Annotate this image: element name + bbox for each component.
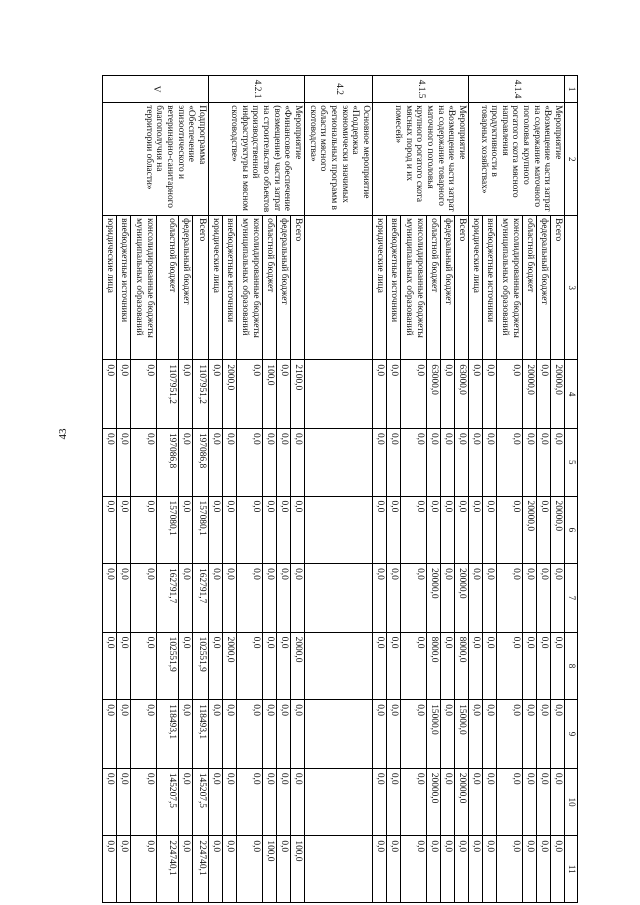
value-cell: 0,0 [117,360,131,429]
value-cell: 145207,5 [157,768,179,836]
source-cell: юридические лица [469,216,483,360]
value-cell: 8000,0 [455,632,469,700]
value-cell: 20000,0 [427,564,441,633]
source-cell: Всего [455,216,469,360]
value-cell: 0,0 [387,836,401,903]
table-row [551,76,565,903]
value-cell: 0,0 [441,564,455,633]
value-cell: 20000,0 [427,768,441,836]
value-cell: 0,0 [223,428,237,496]
value-cell: 0,0 [103,700,117,769]
value-cell: 0,0 [537,768,551,836]
value-cell: 1107951,2 [157,360,179,429]
source-cell: федеральный бюджет [537,216,551,360]
value-cell: 0,0 [441,428,455,496]
source-cell: консолидированные бюджеты муниципальных образований [497,216,523,360]
row-name: Мероприятие «Возмещение части затрат на содержание товарного маточного поголовья крупного рогатого скота мясных пород и их помесей» [373,103,469,216]
empty-cell [305,496,373,564]
header-cell: 1 [565,76,578,103]
value-cell: 0,0 [441,836,455,903]
value-cell: 0,0 [117,632,131,700]
row-name: Мероприятие «Возмещение части затрат на содержание маточного поголовья крупного рогатого скота мясного направления продуктивности в товарных хозяйствах» [469,103,565,216]
value-cell: 0,0 [497,496,523,564]
value-cell: 0,0 [469,360,483,429]
value-cell: 224740,1 [193,836,209,903]
value-cell: 0,0 [179,700,193,769]
source-cell: областной бюджет [157,216,179,360]
page-number: 43 [57,428,69,440]
value-cell: 0,0 [441,700,455,769]
value-cell: 0,0 [117,564,131,633]
value-cell: 15000,0 [455,700,469,769]
value-cell: 0,0 [237,360,263,429]
value-cell: 0,0 [537,428,551,496]
source-cell: юридические лица [373,216,387,360]
value-cell: 0,0 [441,496,455,564]
value-cell: 0,0 [237,768,263,836]
value-cell: 0,0 [401,700,427,769]
value-cell: 0,0 [103,496,117,564]
value-cell: 2100,0 [291,360,305,429]
value-cell: 0,0 [209,768,223,836]
rotated-table-container [68,75,578,903]
value-cell: 0,0 [387,700,401,769]
source-cell: федеральный бюджет [277,216,291,360]
header-cell: 3 [565,216,578,360]
value-cell: 224740,1 [157,836,179,903]
source-cell: юридические лица [103,216,117,360]
value-cell: 0,0 [401,632,427,700]
value-cell: 0,0 [441,768,455,836]
row-code: 4.2.1 [209,76,305,103]
value-cell: 0,0 [131,632,157,700]
value-cell: 0,0 [537,632,551,700]
value-cell: 157080,1 [157,496,179,564]
value-cell: 0,0 [277,564,291,633]
value-cell: 0,0 [469,496,483,564]
value-cell: 0,0 [373,564,387,633]
value-cell: 0,0 [441,632,455,700]
value-cell: 0,0 [237,428,263,496]
value-cell: 0,0 [455,428,469,496]
value-cell: 0,0 [537,496,551,564]
value-cell: 0,0 [469,632,483,700]
value-cell: 0,0 [263,700,277,769]
value-cell: 0,0 [237,564,263,633]
value-cell: 0,0 [497,768,523,836]
value-cell: 0,0 [277,632,291,700]
value-cell: 0,0 [237,700,263,769]
value-cell: 20000,0 [551,360,565,429]
source-cell: федеральный бюджет [441,216,455,360]
value-cell: 0,0 [373,496,387,564]
value-cell: 0,0 [427,836,441,903]
value-cell: 118493,1 [157,700,179,769]
source-cell: внебюджетные источники [387,216,401,360]
value-cell: 0,0 [209,632,223,700]
value-cell: 0,0 [427,428,441,496]
empty-cell [305,836,373,903]
value-cell: 0,0 [483,564,497,633]
value-cell: 0,0 [469,564,483,633]
value-cell: 0,0 [537,564,551,633]
value-cell: 118493,1 [193,700,209,769]
header-cell: 2 [565,103,578,216]
row-name: Подпрограмма «Обеспечение эпизоотического и ветеринарно-санитарного благополучия на территории области» [103,103,209,216]
value-cell: 0,0 [551,632,565,700]
value-cell: 0,0 [223,496,237,564]
source-cell: внебюджетные источники [117,216,131,360]
value-cell: 0,0 [523,564,537,633]
value-cell: 0,0 [523,428,537,496]
value-cell: 20000,0 [455,768,469,836]
value-cell: 0,0 [277,428,291,496]
value-cell: 100,0 [291,836,305,903]
value-cell: 8000,0 [427,632,441,700]
value-cell: 0,0 [103,360,117,429]
value-cell: 0,0 [131,428,157,496]
value-cell: 162791,7 [157,564,179,633]
value-cell: 0,0 [277,836,291,903]
value-cell: 0,0 [551,564,565,633]
value-cell: 0,0 [209,360,223,429]
value-cell: 0,0 [401,768,427,836]
value-cell: 0,0 [483,700,497,769]
value-cell: 0,0 [223,768,237,836]
value-cell: 63000,0 [427,360,441,429]
table-body [103,76,565,903]
empty-cell [305,360,373,429]
row-code: V [103,76,209,103]
source-cell: Всего [551,216,565,360]
value-cell: 0,0 [469,428,483,496]
value-cell: 0,0 [263,768,277,836]
value-cell: 63000,0 [455,360,469,429]
empty-cell [305,428,373,496]
value-cell: 0,0 [131,360,157,429]
table-row [455,76,469,903]
value-cell: 0,0 [401,428,427,496]
budget-table [102,75,578,903]
table-row [193,76,209,903]
value-cell: 0,0 [179,360,193,429]
value-cell: 0,0 [469,836,483,903]
value-cell: 0,0 [401,564,427,633]
value-cell: 0,0 [277,700,291,769]
table-row [305,76,373,903]
value-cell: 0,0 [551,700,565,769]
value-cell: 102551,9 [157,632,179,700]
value-cell: 0,0 [291,700,305,769]
value-cell: 0,0 [117,836,131,903]
value-cell: 0,0 [263,564,277,633]
value-cell: 0,0 [441,360,455,429]
empty-cell [305,564,373,633]
value-cell: 0,0 [483,836,497,903]
value-cell: 0,0 [117,428,131,496]
row-code: 4.1.4 [469,76,565,103]
row-code: 4.2 [305,76,373,103]
value-cell: 0,0 [131,700,157,769]
empty-cell [305,700,373,769]
value-cell: 0,0 [373,836,387,903]
header-cell: 10 [565,768,578,836]
value-cell: 0,0 [401,360,427,429]
value-cell: 0,0 [117,496,131,564]
value-cell: 145207,5 [193,768,209,836]
value-cell: 0,0 [223,836,237,903]
value-cell: 15000,0 [427,700,441,769]
value-cell: 0,0 [179,496,193,564]
value-cell: 0,0 [117,768,131,836]
value-cell: 0,0 [209,496,223,564]
value-cell: 0,0 [131,496,157,564]
value-cell: 0,0 [179,564,193,633]
source-cell: областной бюджет [263,216,277,360]
value-cell: 0,0 [131,836,157,903]
value-cell: 0,0 [387,632,401,700]
value-cell: 0,0 [103,564,117,633]
value-cell: 2000,0 [223,360,237,429]
value-cell: 0,0 [551,836,565,903]
value-cell: 20000,0 [455,564,469,633]
value-cell: 197086,8 [157,428,179,496]
value-cell: 0,0 [387,768,401,836]
source-cell: консолидированные бюджеты муниципальных образований [401,216,427,360]
value-cell: 0,0 [179,768,193,836]
source-cell: юридические лица [209,216,223,360]
source-cell: федеральный бюджет [179,216,193,360]
value-cell: 0,0 [237,836,263,903]
value-cell: 0,0 [263,632,277,700]
value-cell: 0,0 [237,632,263,700]
source-cell: консолидированные бюджеты муниципальных образований [131,216,157,360]
value-cell: 0,0 [483,496,497,564]
header-cell: 11 [565,836,578,903]
source-cell: областной бюджет [523,216,537,360]
value-cell: 0,0 [455,836,469,903]
value-cell: 0,0 [427,496,441,564]
value-cell: 2000,0 [223,632,237,700]
value-cell: 0,0 [103,836,117,903]
value-cell: 0,0 [291,428,305,496]
value-cell: 0,0 [483,428,497,496]
table-row [291,76,305,903]
value-cell: 0,0 [103,632,117,700]
empty-cell [305,216,373,360]
value-cell: 162791,7 [193,564,209,633]
source-cell: консолидированные бюджеты муниципальных образований [237,216,263,360]
value-cell: 0,0 [551,428,565,496]
value-cell: 0,0 [387,496,401,564]
value-cell: 0,0 [223,564,237,633]
row-code: 4.1.5 [373,76,469,103]
value-cell: 0,0 [497,360,523,429]
value-cell: 0,0 [179,428,193,496]
empty-cell [305,768,373,836]
row-name: Мероприятие «Финансовое обеспечение (возмещение) части затрат на строительство объектов производственной инфраструктуры в мясном скотоводстве» [209,103,305,216]
empty-cell [305,632,373,700]
value-cell: 0,0 [537,836,551,903]
value-cell: 0,0 [387,564,401,633]
header-cell: 6 [565,496,578,564]
value-cell: 0,0 [117,700,131,769]
value-cell: 0,0 [455,496,469,564]
value-cell: 0,0 [373,632,387,700]
value-cell: 0,0 [179,836,193,903]
value-cell: 0,0 [131,768,157,836]
value-cell: 0,0 [497,836,523,903]
value-cell: 0,0 [237,496,263,564]
value-cell: 0,0 [179,632,193,700]
value-cell: 0,0 [483,360,497,429]
value-cell: 0,0 [277,496,291,564]
value-cell: 100,0 [263,360,277,429]
value-cell: 0,0 [291,768,305,836]
value-cell: 0,0 [483,768,497,836]
value-cell: 0,0 [469,768,483,836]
value-cell: 0,0 [523,836,537,903]
value-cell: 0,0 [373,768,387,836]
value-cell: 0,0 [131,564,157,633]
value-cell: 0,0 [523,768,537,836]
value-cell: 0,0 [469,700,483,769]
value-cell: 0,0 [209,836,223,903]
value-cell: 20000,0 [523,360,537,429]
value-cell: 20000,0 [551,496,565,564]
value-cell: 20000,0 [523,496,537,564]
value-cell: 0,0 [523,700,537,769]
source-cell: внебюджетные источники [483,216,497,360]
value-cell: 0,0 [497,428,523,496]
source-cell: областной бюджет [427,216,441,360]
value-cell: 0,0 [537,700,551,769]
value-cell: 0,0 [209,428,223,496]
value-cell: 0,0 [103,428,117,496]
value-cell: 0,0 [263,428,277,496]
header-cell: 4 [565,360,578,429]
header-cell: 5 [565,428,578,496]
value-cell: 2000,0 [291,632,305,700]
value-cell: 0,0 [497,700,523,769]
value-cell: 1107951,2 [193,360,209,429]
value-cell: 0,0 [523,632,537,700]
value-cell: 0,0 [497,564,523,633]
source-cell: Всего [291,216,305,360]
value-cell: 0,0 [401,496,427,564]
value-cell: 0,0 [223,700,237,769]
value-cell: 100,0 [263,836,277,903]
value-cell: 0,0 [103,768,117,836]
value-cell: 0,0 [497,632,523,700]
value-cell: 0,0 [277,768,291,836]
value-cell: 0,0 [387,360,401,429]
value-cell: 0,0 [209,564,223,633]
value-cell: 0,0 [373,700,387,769]
value-cell: 0,0 [387,428,401,496]
value-cell: 197086,8 [193,428,209,496]
value-cell: 0,0 [277,360,291,429]
source-cell: Всего [193,216,209,360]
value-cell: 0,0 [483,632,497,700]
value-cell: 102551,9 [193,632,209,700]
header-cell: 7 [565,564,578,633]
row-name: Основное мероприятие «Поддержка экономически значимых региональных программ в области мясного скотоводства» [305,103,373,216]
source-cell: внебюджетные источники [223,216,237,360]
header-cell: 8 [565,632,578,700]
value-cell: 0,0 [291,564,305,633]
value-cell: 0,0 [401,836,427,903]
header-row [565,76,578,903]
value-cell: 0,0 [373,428,387,496]
value-cell: 157080,1 [193,496,209,564]
value-cell: 0,0 [263,496,277,564]
value-cell: 0,0 [373,360,387,429]
value-cell: 0,0 [551,768,565,836]
value-cell: 0,0 [537,360,551,429]
value-cell: 0,0 [209,700,223,769]
value-cell: 0,0 [291,496,305,564]
header-cell: 9 [565,700,578,769]
